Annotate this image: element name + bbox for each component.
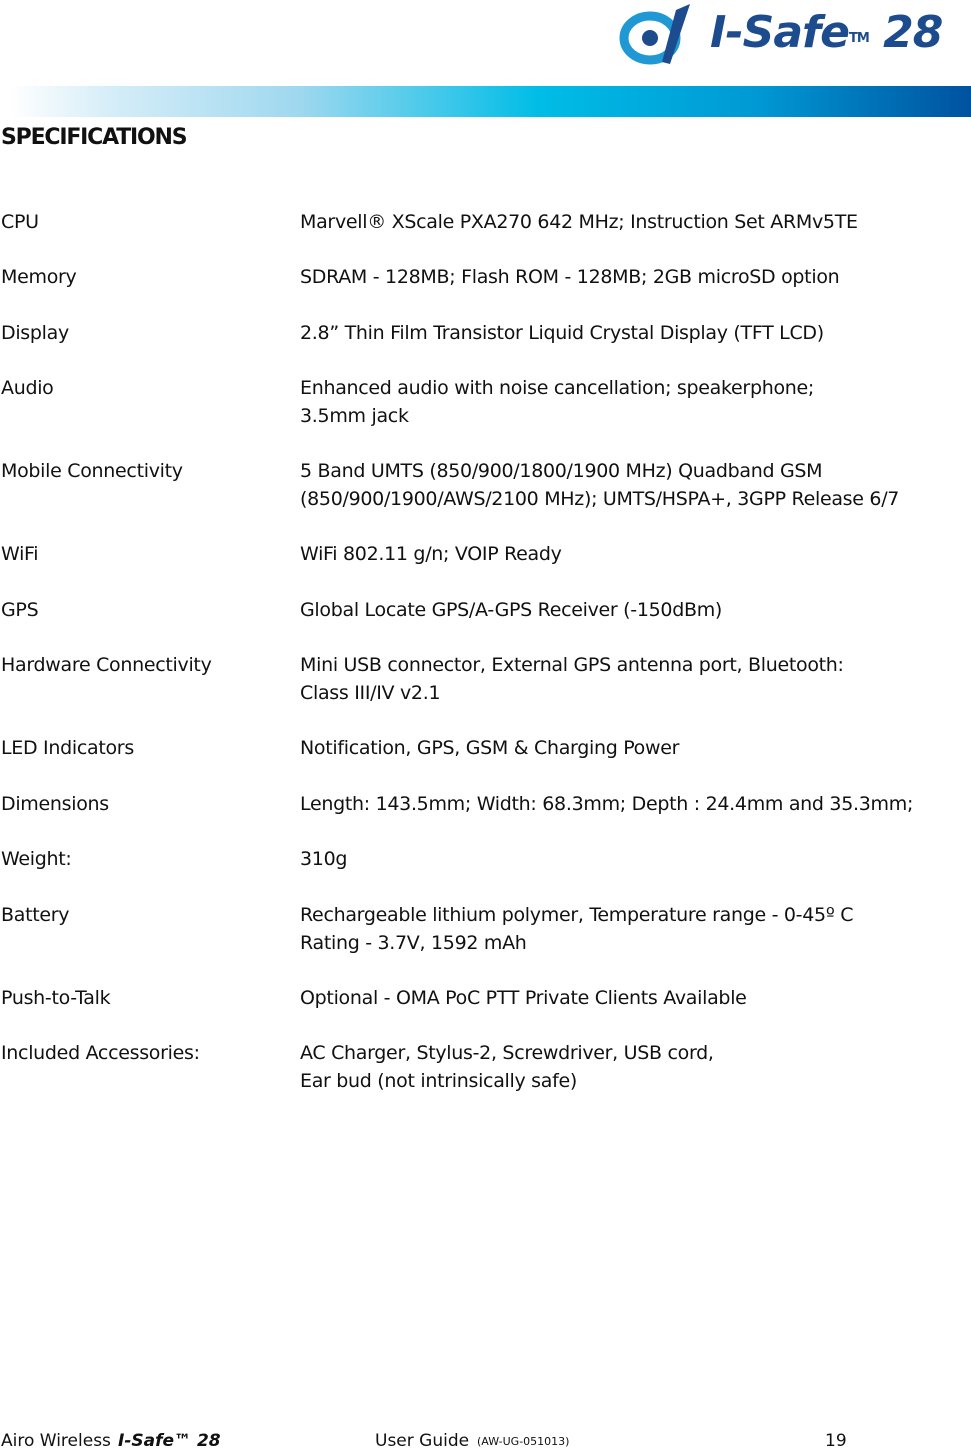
page-footer — [0, 1430, 971, 1452]
spec-label: Push-to-Talk — [1, 987, 111, 1009]
footer-product: I-Safe™ 28 — [118, 1431, 221, 1451]
spec-label: Included Accessories: — [1, 1042, 200, 1064]
spec-value — [300, 734, 679, 762]
footer-company: Airo Wireless — [1, 1431, 111, 1451]
spec-value — [300, 540, 562, 568]
spec-value — [300, 457, 899, 513]
spec-value-line: (850/900/1900/AWS/2100 MHz); UMTS/HSPA+, 3GPP Release 6/7 — [300, 488, 900, 510]
target-logo-icon — [618, 0, 698, 70]
spec-value — [300, 319, 824, 347]
spec-value-line: Rating - 3.7V, 1592 mAh — [300, 932, 527, 954]
spec-value-line: Global Locate GPS/A-GPS Receiver (-150dBm) — [300, 599, 723, 621]
spec-value — [300, 790, 913, 818]
spec-value-line: 5 Band UMTS (850/900/1800/1900 MHz) Quadband GSM — [300, 460, 823, 482]
spec-label: CPU — [1, 211, 39, 233]
spec-value-line: Ear bud (not intrinsically safe) — [300, 1070, 578, 1092]
spec-label: WiFi — [1, 543, 39, 565]
spec-label: GPS — [1, 599, 39, 621]
header-gradient-band — [10, 86, 971, 117]
spec-value-line: Mini USB connector, External GPS antenna port, Bluetooth: — [300, 654, 844, 676]
spec-label: Memory — [1, 266, 77, 288]
spec-value — [300, 374, 814, 430]
spec-value — [300, 263, 839, 291]
section-title: SPECIFICATIONS — [1, 125, 187, 150]
spec-value-line: 3.5mm jack — [300, 405, 409, 427]
logo-wordmark — [710, 8, 942, 58]
footer-doc-code: (AW-UG-051013) — [477, 1435, 570, 1448]
page-number: 19 — [825, 1431, 847, 1451]
spec-value-line: SDRAM - 128MB; Flash ROM - 128MB; 2GB microSD option — [300, 266, 840, 288]
spec-value-line: Rechargeable lithium polymer, Temperature range - 0-45º C — [300, 904, 854, 926]
spec-label: Dimensions — [1, 793, 109, 815]
logo-trademark: TM — [849, 31, 869, 46]
spec-value-line: Enhanced audio with noise cancellation; speakerphone; — [300, 377, 815, 399]
footer-doc-title: User Guide — [375, 1431, 470, 1451]
spec-value — [300, 901, 853, 957]
spec-value — [300, 845, 347, 873]
spec-value-line: 310g — [300, 848, 348, 870]
spec-value — [300, 1039, 714, 1095]
spec-label: Battery — [1, 904, 70, 926]
spec-value-line: Class III/IV v2.1 — [300, 682, 441, 704]
spec-value — [300, 984, 747, 1012]
spec-value-line: 2.8” Thin Film Transistor Liquid Crystal Display (TFT LCD) — [300, 322, 824, 344]
spec-label: Display — [1, 322, 69, 344]
spec-value-line: WiFi 802.11 g/n; VOIP Ready — [300, 543, 562, 565]
spec-value-line: Length: 143.5mm; Width: 68.3mm; Depth : 24.4mm and 35.3mm; — [300, 793, 914, 815]
spec-value-line: AC Charger, Stylus-2, Screwdriver, USB cord, — [300, 1042, 714, 1064]
spec-value — [300, 208, 858, 236]
spec-value-line: Optional - OMA PoC PTT Private Clients Available — [300, 987, 747, 1009]
spec-label: Audio — [1, 377, 54, 399]
spec-label: LED Indicators — [1, 737, 134, 759]
spec-label: Weight: — [1, 848, 72, 870]
spec-value-line: Notification, GPS, GSM & Charging Power — [300, 737, 680, 759]
spec-value — [300, 651, 844, 707]
spec-value — [300, 596, 722, 624]
logo-name: I-Safe — [710, 7, 849, 58]
spec-label: Mobile Connectivity — [1, 460, 183, 482]
logo-number: 28 — [883, 7, 943, 58]
spec-label: Hardware Connectivity — [1, 654, 212, 676]
spec-value-line: Marvell® XScale PXA270 642 MHz; Instruction Set ARMv5TE — [300, 211, 858, 233]
